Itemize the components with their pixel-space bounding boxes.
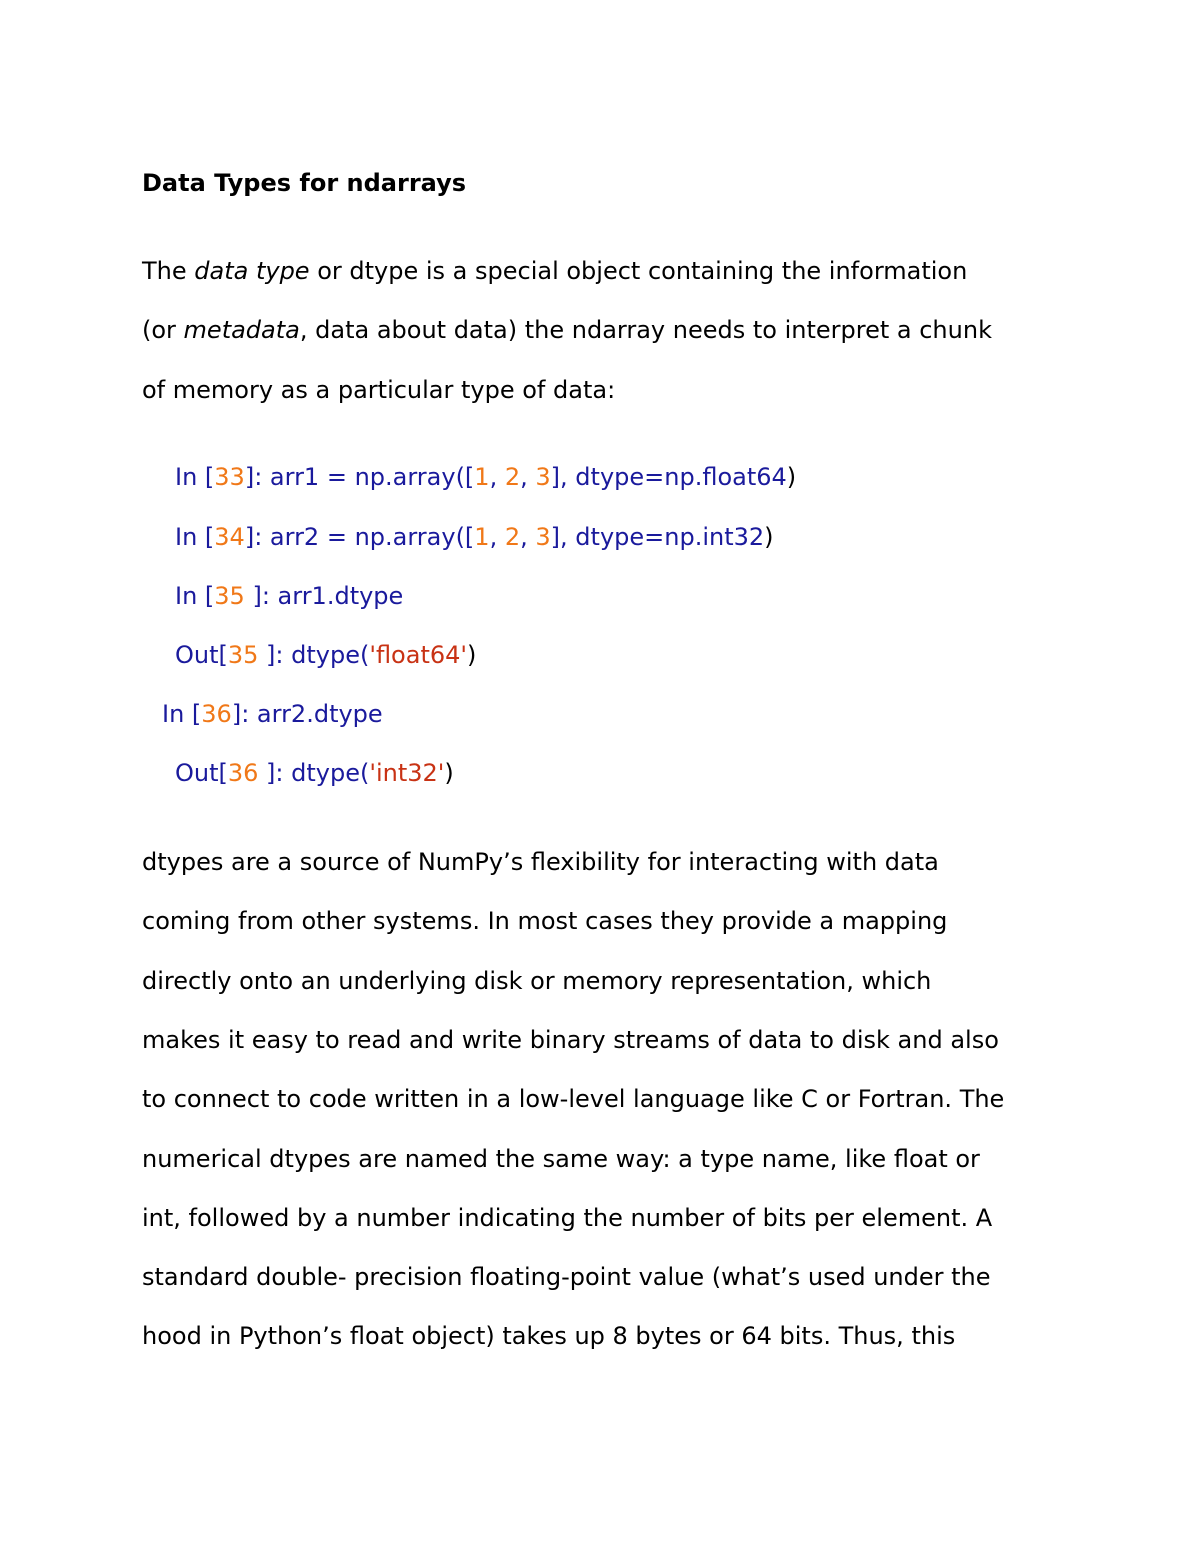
code-line: [162, 699, 383, 729]
intro-text: , data about data) the ndarray needs to interpret a chunk: [299, 316, 992, 344]
code-token: ,: [489, 523, 505, 551]
code-token: ): [444, 759, 454, 787]
code-token: arr2.dtype: [249, 700, 383, 728]
code-token: 2: [504, 523, 521, 551]
code-token: arr2 = np.array([: [262, 523, 475, 551]
intro-text: (or: [142, 316, 184, 344]
body-line: numerical dtypes are named the same way: a type name, like float or: [142, 1145, 980, 1173]
code-prompt-close: ]:: [258, 641, 284, 669]
code-token: 1: [474, 523, 490, 551]
code-prompt: In [: [162, 700, 202, 728]
code-prompt-close: ]:: [231, 700, 250, 728]
code-prompt-close: ]:: [258, 759, 284, 787]
body-line: standard double- precision floating-point value (what’s used under the: [142, 1263, 991, 1291]
code-line: [175, 522, 774, 552]
code-token: ,: [520, 523, 536, 551]
code-line: [175, 462, 796, 492]
code-token: 1: [474, 463, 490, 491]
intro-line-3: of memory as a particular type of data:: [142, 376, 616, 404]
code-token: dtype(: [283, 641, 370, 669]
intro-text: or dtype is a special object containing the information: [309, 257, 968, 285]
code-token: ], dtype=np.float64: [550, 463, 787, 491]
code-prompt-close: ]:: [244, 582, 270, 610]
intro-emphasis: data type: [194, 257, 310, 285]
code-token: 'float64': [369, 641, 467, 669]
intro-text: The: [142, 257, 195, 285]
code-token: 'int32': [369, 759, 445, 787]
code-token: ): [467, 641, 477, 669]
intro-line-2: [142, 315, 992, 345]
body-line: to connect to code written in a low-level language like C or Fortran. The: [142, 1085, 1005, 1113]
code-cell-number: 34: [214, 523, 245, 551]
code-line: [175, 581, 403, 611]
intro-emphasis: metadata: [183, 316, 300, 344]
code-prompt-close: ]:: [244, 523, 263, 551]
body-line: coming from other systems. In most cases they provide a mapping: [142, 907, 948, 935]
body-line: dtypes are a source of NumPy’s flexibility for interacting with data: [142, 848, 939, 876]
code-token: ): [786, 463, 797, 491]
body-line: int, followed by a number indicating the number of bits per element. A: [142, 1204, 993, 1232]
body-line: hood in Python’s float object) takes up 8 bytes or 64 bits. Thus, this: [142, 1322, 956, 1350]
code-line: [175, 640, 476, 670]
code-token: ,: [489, 463, 505, 491]
code-token: arr1.dtype: [269, 582, 404, 610]
code-prompt: In [: [175, 523, 215, 551]
body-line: directly onto an underlying disk or memory representation, which: [142, 967, 932, 995]
code-token: 3: [535, 463, 551, 491]
intro-line-1: [142, 256, 967, 286]
code-prompt: Out[: [175, 641, 228, 669]
code-prompt: Out[: [175, 759, 228, 787]
code-prompt: In [: [175, 463, 215, 491]
code-prompt: In [: [175, 582, 215, 610]
section-heading: Data Types for ndarrays: [142, 169, 467, 197]
code-cell-number: 35: [227, 641, 259, 669]
code-token: arr1 = np.array([: [262, 463, 475, 491]
code-token: ): [764, 523, 774, 551]
code-prompt-close: ]:: [244, 463, 263, 491]
code-token: 2: [504, 463, 521, 491]
code-cell-number: 36: [201, 700, 232, 728]
code-token: ,: [520, 463, 536, 491]
code-cell-number: 36: [227, 759, 259, 787]
code-cell-number: 35: [214, 582, 245, 610]
code-cell-number: 33: [214, 463, 245, 491]
body-line: makes it easy to read and write binary streams of data to disk and also: [142, 1026, 999, 1054]
code-token: 3: [535, 523, 551, 551]
code-line: [175, 758, 454, 788]
code-token: ], dtype=np.int32: [550, 523, 765, 551]
code-token: dtype(: [283, 759, 370, 787]
